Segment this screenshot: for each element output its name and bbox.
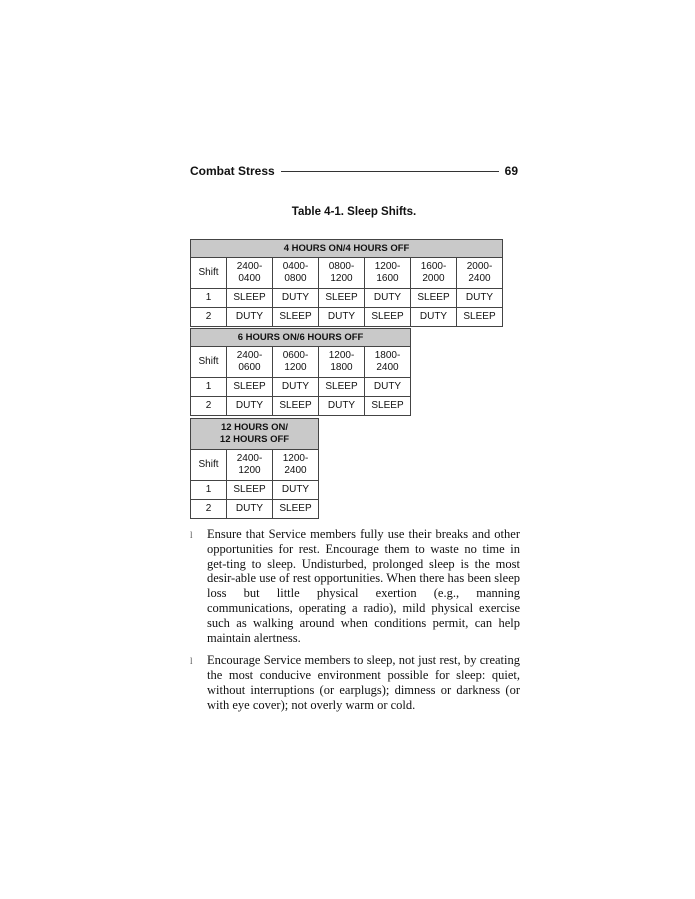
time-cell: 1200- 2400 — [273, 450, 319, 481]
time-cell: 1800- 2400 — [365, 347, 411, 378]
bullet-marker: l — [190, 530, 193, 540]
time-cell: 0600- 1200 — [273, 347, 319, 378]
schedule-cell: DUTY — [227, 397, 273, 416]
schedule-cell: SLEEP — [319, 289, 365, 308]
schedule-cell: SLEEP — [227, 378, 273, 397]
time-cell: 2400- 0400 — [227, 258, 273, 289]
schedule-cell: SLEEP — [319, 378, 365, 397]
header-rule — [281, 171, 499, 172]
bullet-marker: l — [190, 656, 193, 667]
table-row — [191, 481, 319, 500]
table-6h-title: 6 HOURS ON/6 HOURS OFF — [191, 329, 411, 347]
time-cell: 2000- 2400 — [457, 258, 503, 289]
time-cell: 1200- 1600 — [365, 258, 411, 289]
schedule-cell: SLEEP — [273, 500, 319, 519]
page-number: 69 — [504, 164, 518, 178]
schedule-cell: DUTY — [319, 397, 365, 416]
table-row — [191, 378, 411, 397]
table-row — [191, 289, 503, 308]
schedule-cell: DUTY — [273, 481, 319, 500]
shift-number: 1 — [191, 481, 227, 500]
list-item — [190, 527, 520, 645]
table-12h-title: 12 HOURS ON/ 12 HOURS OFF — [191, 419, 319, 450]
schedule-cell: DUTY — [457, 289, 503, 308]
schedule-cell: DUTY — [273, 289, 319, 308]
schedule-cell: SLEEP — [227, 289, 273, 308]
table-6-hours — [190, 328, 411, 416]
schedule-cell: DUTY — [319, 308, 365, 327]
shift-number: 2 — [191, 500, 227, 519]
shift-number: 1 — [191, 378, 227, 397]
schedule-cell: SLEEP — [227, 481, 273, 500]
time-cell: 0400- 0800 — [273, 258, 319, 289]
table-12-hours — [190, 418, 319, 519]
time-cell: 1200- 1800 — [319, 347, 365, 378]
table-row — [191, 500, 319, 519]
schedule-cell: DUTY — [365, 289, 411, 308]
schedule-cell: DUTY — [227, 308, 273, 327]
schedule-cell: SLEEP — [273, 397, 319, 416]
schedule-cell: DUTY — [365, 378, 411, 397]
shift-number: 2 — [191, 397, 227, 416]
shift-header: Shift — [191, 347, 227, 378]
time-cell: 2400- 1200 — [227, 450, 273, 481]
time-cell: 1600- 2000 — [411, 258, 457, 289]
schedule-cell: SLEEP — [273, 308, 319, 327]
bullet-list — [190, 527, 520, 721]
table-4-hours — [190, 239, 503, 327]
bullet-text: Ensure that Service members fully use their breaks and other opportunities for rest. Encourage them to waste no time in get-ting to sleep. Undisturbed, prolonged sleep is the most desir-able use of rest opportunities. When there has been sleep loss but little physical exertion (e.g., manning communications, operating a radio), mild physical exercise such as walking around when conditions permit, can help maintain alertness. — [207, 527, 520, 645]
schedule-cell: SLEEP — [411, 289, 457, 308]
time-cell: 0800- 1200 — [319, 258, 365, 289]
schedule-cell: SLEEP — [365, 397, 411, 416]
schedule-cell: SLEEP — [457, 308, 503, 327]
table-4h-title: 4 HOURS ON/4 HOURS OFF — [191, 240, 503, 258]
running-header — [190, 163, 518, 179]
shift-header: Shift — [191, 450, 227, 481]
bullet-text: Encourage Service members to sleep, not just rest, by creating the most conducive environment possible for sleep: quiet, without interruptions (or earplugs); dimness or darkness (or with eye cover); not overly warm or cold. — [207, 653, 520, 712]
shift-number: 2 — [191, 308, 227, 327]
table-row — [191, 308, 503, 327]
schedule-cell: DUTY — [273, 378, 319, 397]
schedule-cell: SLEEP — [365, 308, 411, 327]
header-title: Combat Stress — [190, 164, 275, 178]
time-cell: 2400- 0600 — [227, 347, 273, 378]
table-caption: Table 4-1. Sleep Shifts. — [291, 206, 417, 218]
schedule-cell: DUTY — [411, 308, 457, 327]
schedule-cell: DUTY — [227, 500, 273, 519]
table-row — [191, 397, 411, 416]
shift-number: 1 — [191, 289, 227, 308]
list-item — [190, 653, 520, 712]
shift-header: Shift — [191, 258, 227, 289]
